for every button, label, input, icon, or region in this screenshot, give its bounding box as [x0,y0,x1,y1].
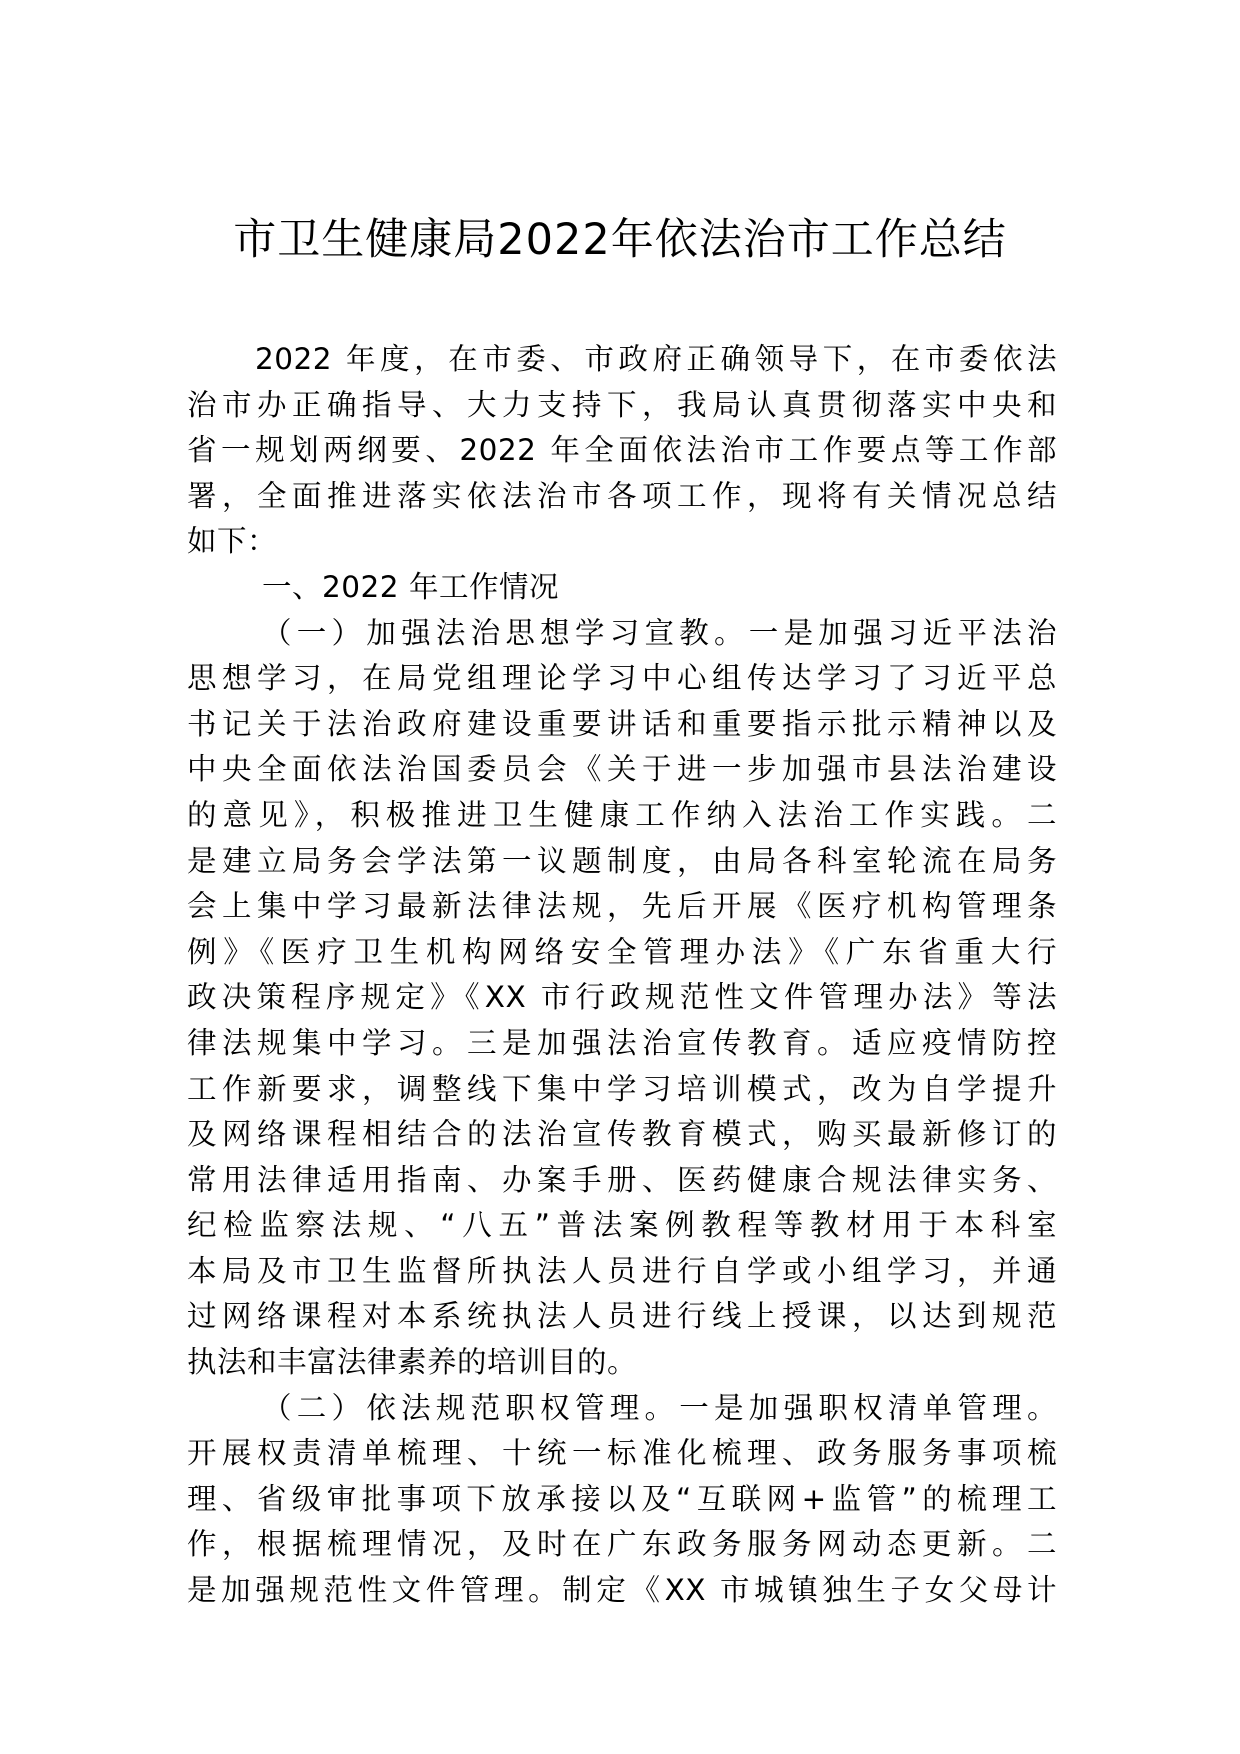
paragraph-line: 治市办正确指导、大力支持下，我局认真贯彻落实中央和 [187,387,1057,422]
paragraph-line: 会上集中学习最新法律法规，先后开展《医疗机构管理条 [187,889,1057,924]
paragraph-line: （一）加强法治思想学习宣教。一是加强习近平法治 [262,615,1057,650]
paragraph-line: 执法和丰富法律素养的培训目的。 [187,1345,638,1380]
paragraph-line: 律法规集中学习。三是加强法治宣传教育。适应疫情防控 [187,1025,1057,1060]
paragraph-line: 的意见》，积极推进卫生健康工作纳入法治工作实践。二 [187,797,1057,832]
paragraph-line: 过网络课程对本系统执法人员进行线上授课，以达到规范 [187,1299,1057,1334]
paragraph-line: （二）依法规范职权管理。一是加强职权清单管理。 [262,1390,1057,1425]
paragraph-line: 2022 年度，在市委、市政府正确领导下，在市委依法 [255,342,1057,376]
paragraph-line: 工作新要求，调整线下集中学习培训模式，改为自学提升 [187,1071,1057,1106]
paragraph-line: 政决策程序规定》《XX 市行政规范性文件管理办法》等法 [187,980,1057,1015]
paragraph-line: 常用法律适用指南、办案手册、医药健康合规法律实务、 [187,1162,1057,1197]
paragraph-line: 本局及市卫生监督所执法人员进行自学或小组学习，并通 [187,1253,1057,1288]
document-body [187,337,1057,1614]
paragraph-line: 如下： [187,524,278,559]
paragraph-line: 纪检监察法规、“八五”普法案例教程等教材用于本科室 [187,1208,1057,1243]
paragraph-line: 是建立局务会学法第一议题制度，由局各科室轮流在局务 [187,843,1057,878]
paragraph-line: 书记关于法治政府建设重要讲话和重要指示批示精神以及 [187,706,1057,741]
document-title: 市卫生健康局2022年依法治市工作总结 [233,215,1007,265]
paragraph-line: 例》《医疗卫生机构网络安全管理办法》《广东省重大行 [187,934,1057,969]
paragraph-line: 作，根据梳理情况，及时在广东政务服务网动态更新。二 [187,1527,1057,1562]
paragraph-line: 开展权责清单梳理、十统一标准化梳理、政务服务事项梳 [187,1436,1057,1471]
paragraph-line: 是加强规范性文件管理。制定《XX 市城镇独生子女父母计 [187,1573,1057,1608]
section-heading: 一、2022 年工作情况 [262,569,559,604]
paragraph-line: 思想学习，在局党组理论学习中心组传达学习了习近平总 [187,661,1057,696]
paragraph-line: 省一规划两纲要、2022 年全面依法治市工作要点等工作部 [187,433,1057,468]
paragraph-line: 及网络课程相结合的法治宣传教育模式，购买最新修订的 [187,1117,1057,1152]
paragraph-line: 署，全面推进落实依法治市各项工作，现将有关情况总结 [187,478,1057,513]
paragraph-line: 理、省级审批事项下放承接以及“互联网+监管”的梳理工 [187,1481,1057,1516]
paragraph-line: 中央全面依法治国委员会《关于进一步加强市县法治建设 [187,752,1057,787]
